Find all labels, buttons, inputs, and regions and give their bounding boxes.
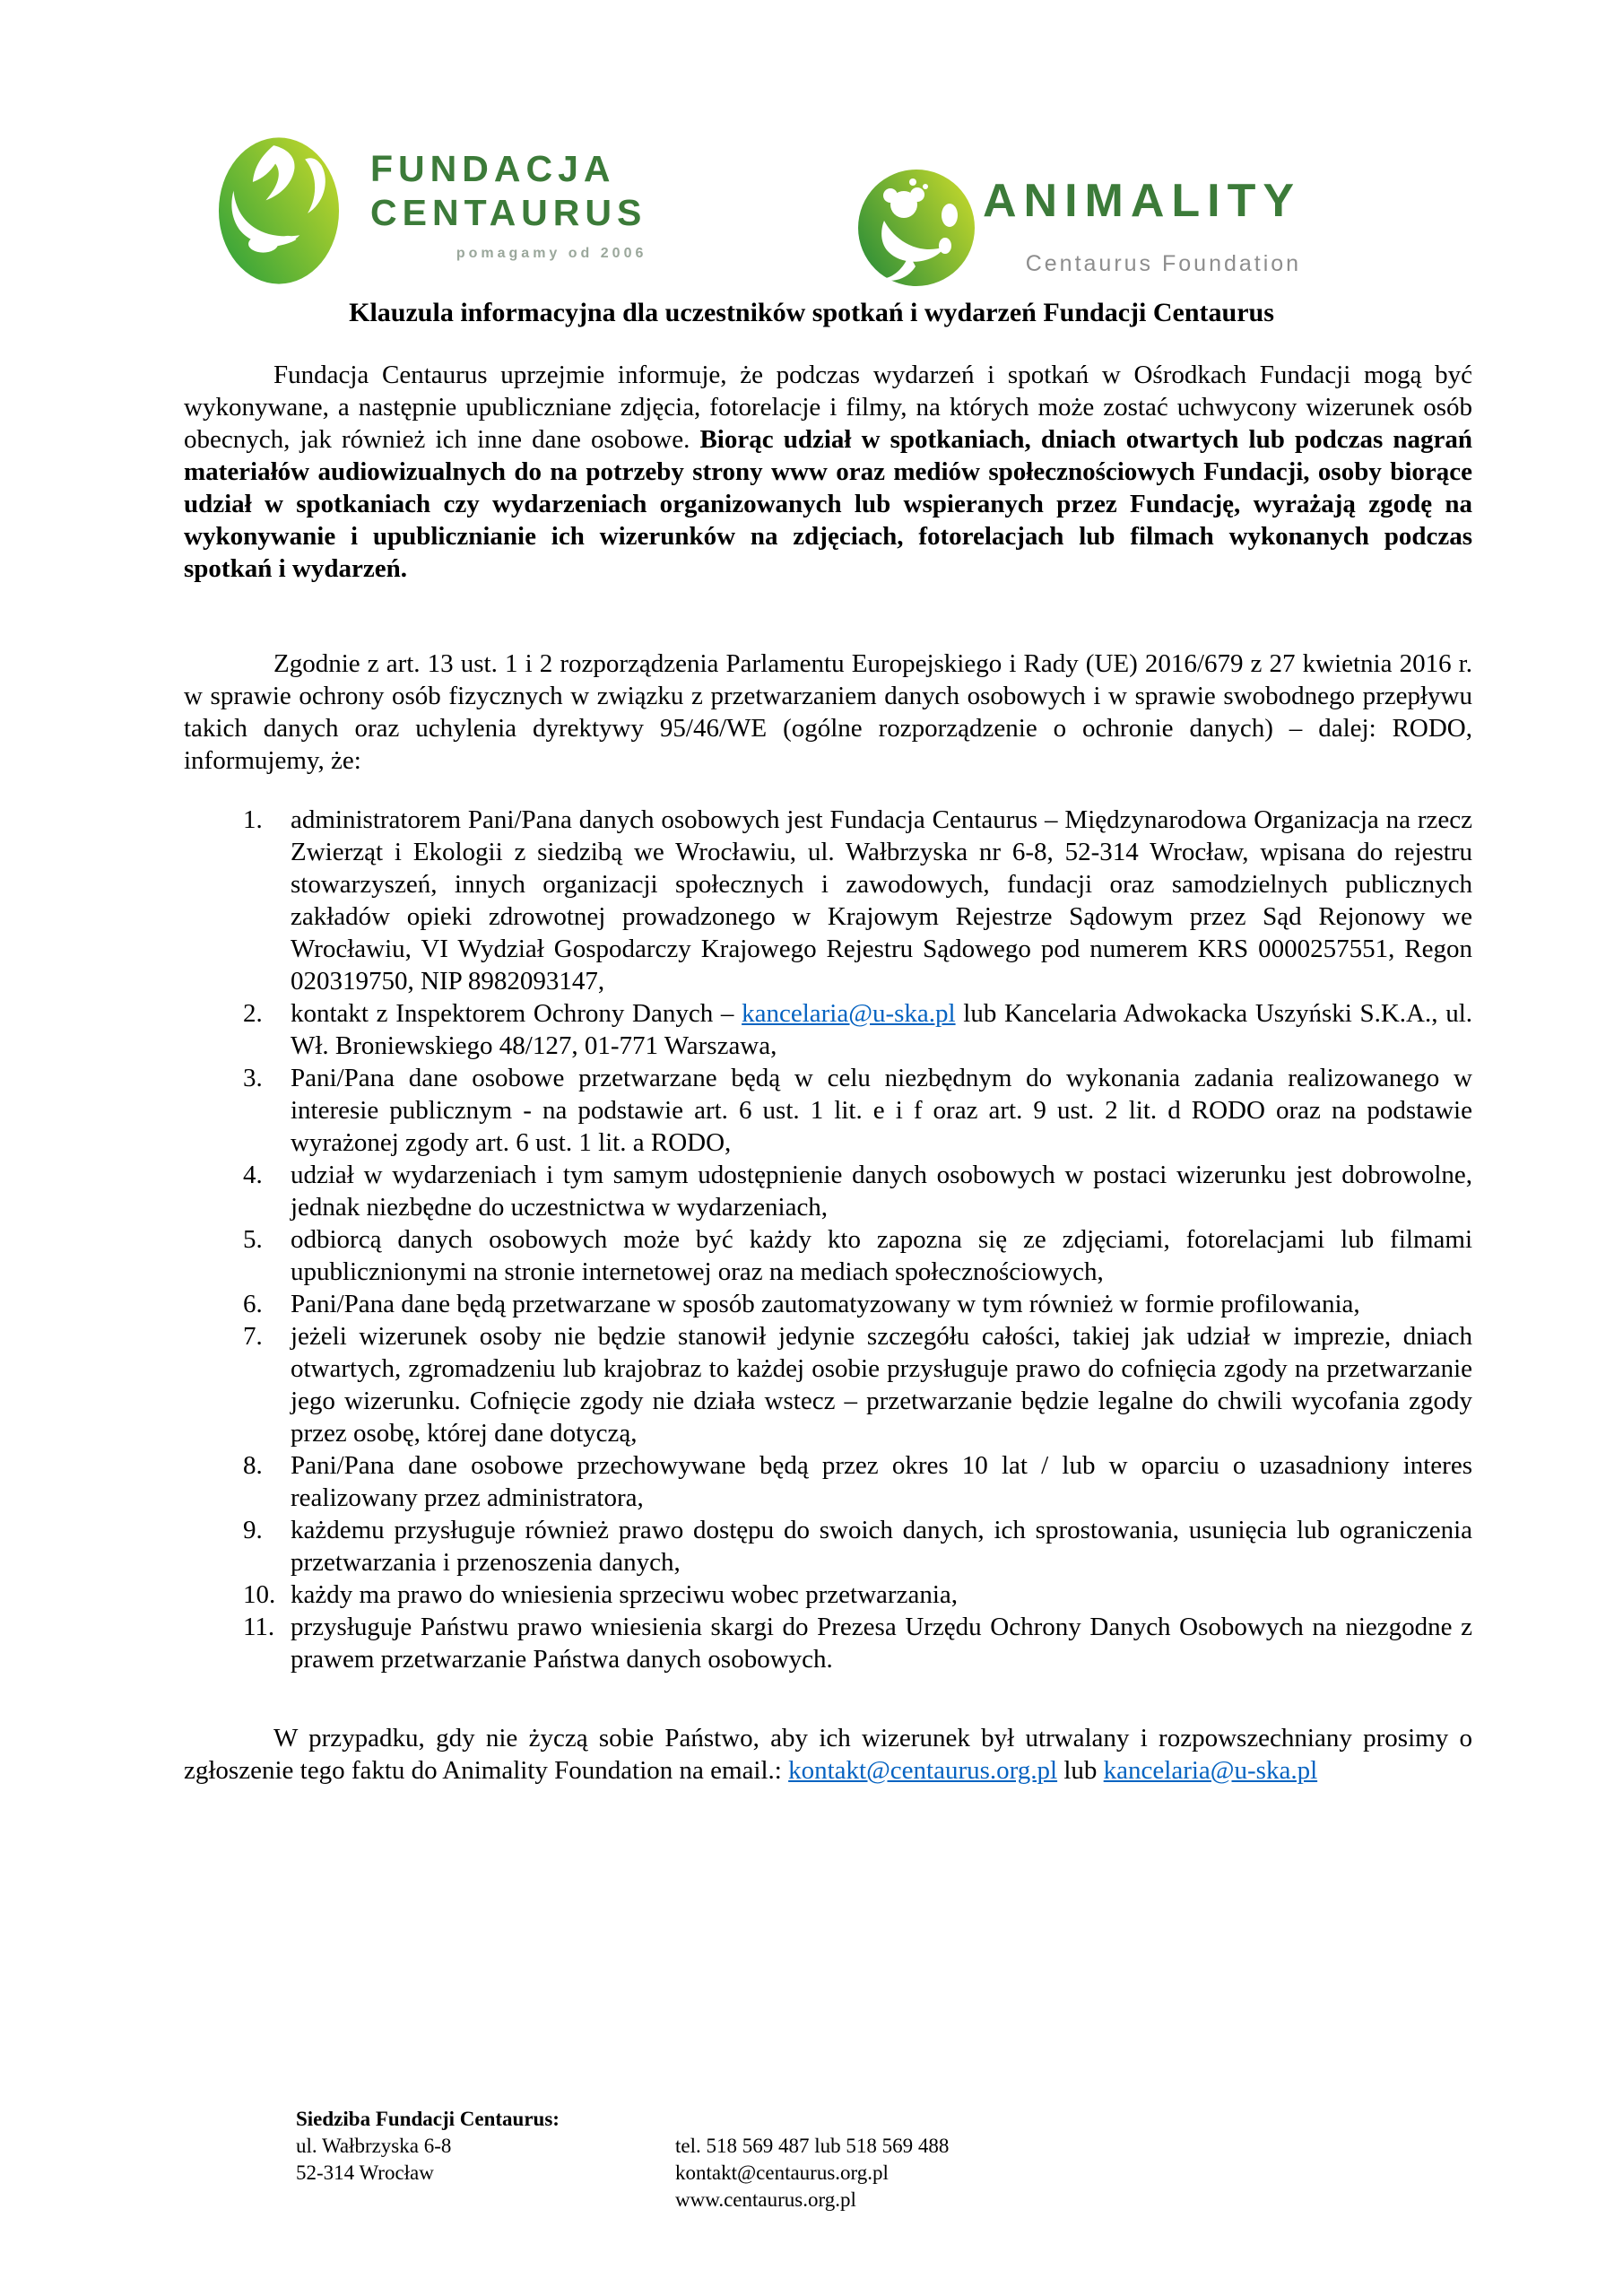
list-item — [184, 1223, 1472, 1288]
list-item-text: każdy ma prawo do wniesienia sprzeciwu wobec przetwarzania, — [291, 1580, 959, 1609]
footer-heading: Siedziba Fundacji Centaurus: — [296, 2108, 560, 2130]
legal-paragraph: Zgodnie z art. 13 ust. 1 i 2 rozporządzenia Parlamentu Europejskiego i Rady (UE) 2016/679 z 27 kwietnia 2016 r. w sprawie ochrony osób fizycznych w związku z przetwarzaniem danych osobowych i w sprawie swobodnego przepływu takich danych oraz uchylenia dyrektywy 95/46/WE (ogólne rozporządzenie o ochronie danych) – dalej: RODO, informujemy, że: — [184, 649, 1472, 775]
closing-paragraph — [184, 1722, 1472, 1787]
contact-email-link[interactable]: kontakt@centaurus.org.pl — [788, 1756, 1058, 1785]
list-item-number: 11. — [243, 1613, 275, 1641]
list-item — [184, 997, 1472, 1062]
inspector-contact-post: lub Kancelaria Adwokacka Uszyński S.K.A., ul. Wł. Broniewskiego 48/127, 01-771 Warszawa, — [291, 999, 1472, 1060]
list-item-text: Pani/Pana dane osobowe przechowywane będą przez okres 10 lat / lub w oparciu o uzasadniony interes realizowany przez administratora, — [291, 1451, 1472, 1512]
animality-logo-name: ANIMALITY — [983, 175, 1302, 227]
kancelaria-email-link[interactable]: kancelaria@u-ska.pl — [1103, 1756, 1318, 1785]
list-item — [184, 1611, 1472, 1675]
list-item-text — [291, 997, 1472, 1062]
list-item — [184, 804, 1472, 997]
list-item-number: 4. — [243, 1161, 263, 1189]
animality-logo-text — [983, 174, 1301, 287]
closing-text: W przypadku, gdy nie życzą sobie Państwo, aby ich wizerunek był utrwalany i rozpowszechniany prosimy o zgłoszenie tego faktu do Animality Foundation na email.: — [184, 1724, 1472, 1785]
intro-text-bold: Biorąc udział w spotkaniach, dniach otwartych lub podczas nagrań materiałów audiowizualnych do na potrzeby strony www oraz mediów społecznościowych Fundacji, osoby biorące udział w spotkaniach czy wydarzeniach organizowanych lub wspieranych przez Fundację, wyrażają zgodę na wykonywanie i upublicznianie ich wizerunków na zdjęciach, fotorelacjach lub filmach wykonanych podczas spotkań i wydarzeń. — [184, 425, 1472, 583]
rodo-list — [184, 804, 1472, 1675]
centaurus-logo — [218, 136, 647, 285]
list-item-number: 5. — [243, 1225, 263, 1254]
intro-text-normal: Fundacja Centaurus uprzejmie informuje, że podczas wydarzeń i spotkań w Ośrodkach Fundacji mogą być wykonywane, a następnie upubliczniane zdjęcia, fotorelacje i filmy, na których może zostać uchwycony wizerunek osób obecnych, jak również ich inne dane osobowe. — [184, 361, 1472, 454]
closing-text-mid: lub — [1057, 1756, 1104, 1785]
centaurus-animals-icon — [218, 136, 340, 285]
footer-contact-column — [675, 2106, 949, 2213]
footer-website: www.centaurus.org.pl — [675, 2188, 856, 2211]
list-item — [184, 1578, 1472, 1611]
footer-address-line2: 52-314 Wrocław — [296, 2161, 434, 2184]
list-item-number: 9. — [243, 1516, 263, 1544]
list-item-text: jeżeli wizerunek osoby nie będzie stanowił jedynie szczegółu całości, takiej jak udział w imprezie, dniach otwartych, zgromadzeniu lub krajobraz to każdej osobie przysługuje prawo do cofnięcia zgody na przetwarzanie jego wizerunku. Cofnięcie zgody nie działa wstecz – przetwarzanie będzie legalne do chwili wycofania zgody przez osobę, której dane dotyczą, — [291, 1322, 1472, 1448]
list-item-number: 8. — [243, 1451, 263, 1480]
list-item-number: 2. — [243, 999, 263, 1028]
animality-logo — [857, 169, 1301, 287]
list-item-number: 3. — [243, 1064, 263, 1092]
list-item-text: każdemu przysługuje również prawo dostępu do swoich danych, ich sprostowania, usunięcia lub ograniczenia przetwarzania i przenoszenia danych, — [291, 1516, 1472, 1577]
list-item-text: Pani/Pana dane osobowe przetwarzane będą w celu niezbędnym do wykonania zadania realizowanego w interesie publicznym - na podstawie art. 6 ust. 1 lit. e i f oraz art. 9 ust. 2 lit. d RODO oraz na podstawie wyrażonej zgody art. 6 ust. 1 lit. a RODO, — [291, 1064, 1472, 1157]
animality-koala-globe-icon — [857, 169, 976, 287]
list-item-text: administratorem Pani/Pana danych osobowych jest Fundacja Centaurus – Międzynarodowa Organizacja na rzecz Zwierząt i Ekologii z siedzibą we Wrocławiu, ul. Wałbrzyska nr 6-8, 52-314 Wrocław, wpisana do rejestru stowarzyszeń, innych organizacji społecznych i zawodowych, fundacji oraz samodzielnych publicznych zakładów opieki zdrowotnej prowadzonego w Krajowym Rejestrze Sądowym przez Sąd Rejonowy we Wrocławiu, VI Wydział Gospodarczy Krajowego Rejestru Sądowego pod numerem KRS 0000257551, Regon 020319750, NIP 8982093147, — [291, 805, 1472, 996]
footer — [296, 2106, 949, 2213]
list-item-number: 10. — [243, 1580, 276, 1609]
page-title: Klauzula informacyjna dla uczestników spotkań i wydarzeń Fundacji Centaurus — [349, 298, 1274, 327]
centaurus-logo-text — [370, 147, 647, 285]
inspector-email-link[interactable]: kancelaria@u-ska.pl — [742, 999, 956, 1028]
list-item — [184, 1062, 1472, 1159]
list-item-number: 7. — [243, 1322, 263, 1351]
list-item-text: udział w wydarzeniach i tym samym udostępnienie danych osobowych w postaci wizerunku jest dobrowolne, jednak niezbędne do uczestnictwa w wydarzeniach, — [291, 1161, 1472, 1222]
animality-logo-tagline: Centaurus Foundation — [1025, 251, 1302, 276]
list-item-number: 6. — [243, 1290, 263, 1318]
list-item-number: 1. — [243, 805, 263, 834]
list-item-text: przysługuje Państwu prawo wniesienia skargi do Prezesa Urzędu Ochrony Danych Osobowych na niezgodne z prawem przetwarzanie Państwa danych osobowych. — [291, 1613, 1472, 1674]
list-item — [184, 1514, 1472, 1578]
centaurus-logo-name-line2: CENTAURUS — [370, 192, 647, 233]
list-item-text: Pani/Pana dane będą przetwarzane w sposób zautomatyzowany w tym również w formie profilowania, — [291, 1290, 1360, 1318]
centaurus-logo-name-line1: FUNDACJA — [370, 148, 616, 189]
inspector-contact-pre: kontakt z Inspektorem Ochrony Danych – — [291, 999, 742, 1028]
footer-email: kontakt@centaurus.org.pl — [675, 2161, 889, 2184]
intro-paragraph — [184, 359, 1472, 585]
centaurus-logo-tagline: pomagamy od 2006 — [456, 246, 647, 261]
list-item — [184, 1320, 1472, 1449]
list-item — [184, 1449, 1472, 1514]
document-body — [184, 359, 1472, 1787]
footer-phone: tel. 518 569 487 lub 518 569 488 — [675, 2135, 950, 2157]
list-item — [184, 1159, 1472, 1223]
list-item-text: odbiorcą danych osobowych może być każdy kto zapozna się ze zdjęciami, fotorelacjami lub filmami upublicznionymi na stronie internetowej oraz na mediach społecznościowych, — [291, 1225, 1472, 1286]
list-item — [184, 1288, 1472, 1320]
footer-address-column — [296, 2106, 675, 2213]
footer-address-line1: ul. Wałbrzyska 6-8 — [296, 2135, 452, 2157]
